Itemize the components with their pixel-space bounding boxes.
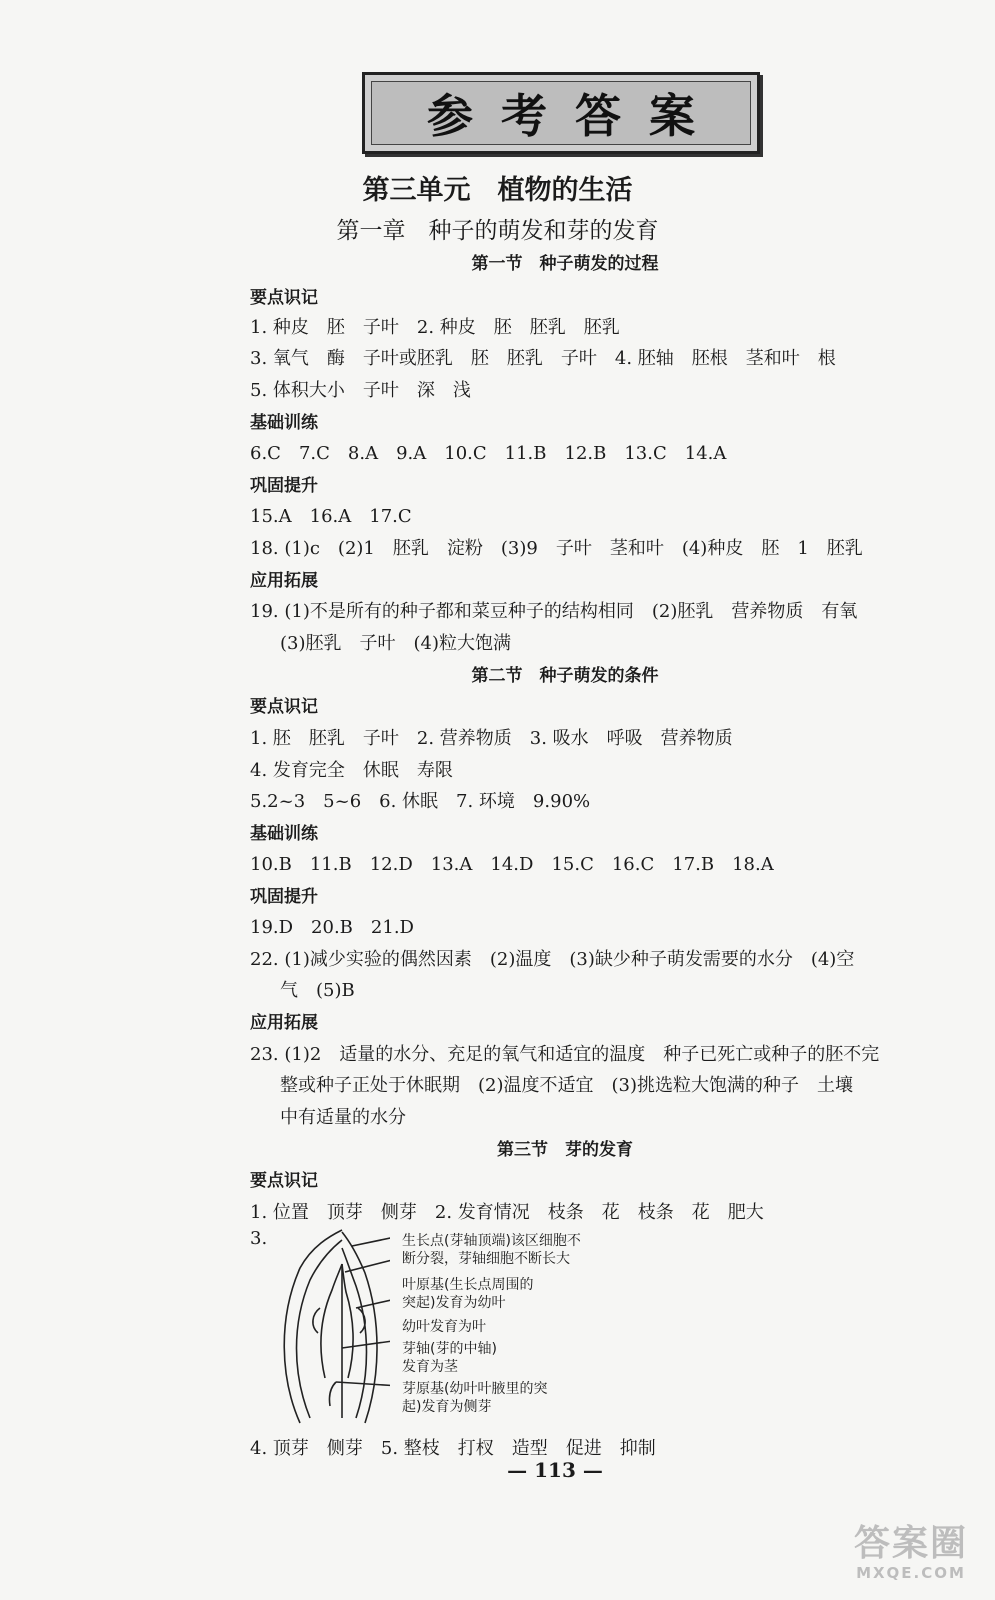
figure-number: 3. [250, 1228, 268, 1249]
page-number: — 113 — [507, 1458, 603, 1482]
banner-title: 参考答案 [427, 89, 723, 143]
unit-title: 第三单元 植物的生活 [362, 175, 633, 206]
section-title: 第一节 种子萌发的过程 [471, 254, 659, 274]
answer-line: 4. 顶芽 侧芽 5. 整枝 打杈 造型 促进 抑制 [250, 1438, 656, 1459]
answer-line: 1. 种皮 胚 子叶 2. 种皮 胚 胚乳 胚乳 [250, 317, 620, 338]
block-heading: 要点识记 [250, 697, 318, 717]
label-growing-point: 生长点(芽轴顶端)该区细胞不 断分裂，芽轴细胞不断长大 [402, 1233, 581, 1267]
block-heading: 应用拓展 [250, 1013, 318, 1033]
answer-line: 22. (1)减少实验的偶然因素 (2)温度 (3)缺少种子萌发需要的水分 (4)空 [250, 949, 855, 970]
answer-line: 中有适量的水分 [280, 1107, 406, 1128]
label-young-leaf: 幼叶发育为叶 [402, 1319, 486, 1335]
answer-line: 4. 发育完全 休眠 寿限 [250, 760, 453, 781]
answer-line: (3)胚乳 子叶 (4)粒大饱满 [280, 633, 511, 654]
answer-line: 整或种子正处于休眠期 (2)温度不适宜 (3)挑选粒大饱满的种子 土壤 [280, 1075, 853, 1096]
answer-line: 23. (1)2 适量的水分、充足的氧气和适宜的温度 种子已死亡或种子的胚不完 [250, 1044, 880, 1065]
block-heading: 基础训练 [250, 824, 318, 844]
section-title: 第二节 种子萌发的条件 [471, 666, 659, 686]
watermark-url: MXQE.COM [856, 1564, 966, 1582]
label-bud-axis: 芽轴(芽的中轴) 发育为茎 [402, 1341, 497, 1375]
answer-line: 19. (1)不是所有的种子都和菜豆种子的结构相同 (2)胚乳 营养物质 有氧 [250, 601, 858, 622]
section-title: 第三节 芽的发育 [497, 1140, 633, 1160]
answer-line: 6.C 7.C 8.A 9.A 10.C 11.B 12.B 13.C 14.A [250, 443, 727, 464]
label-bud-primordium: 芽原基(幼叶叶腋里的突 起)发育为侧芽 [402, 1381, 548, 1415]
answer-line: 19.D 20.B 21.D [250, 917, 414, 938]
block-heading: 基础训练 [250, 413, 318, 433]
block-heading: 应用拓展 [250, 571, 318, 591]
bud-diagram [270, 1228, 390, 1428]
block-heading: 巩固提升 [250, 887, 318, 907]
answer-line: 气 (5)B [280, 980, 355, 1001]
answer-banner [362, 72, 760, 154]
answer-line: 5. 体积大小 子叶 深 浅 [250, 380, 471, 401]
block-heading: 要点识记 [250, 1171, 318, 1191]
answer-line: 1. 胚 胚乳 子叶 2. 营养物质 3. 吸水 呼吸 营养物质 [250, 728, 733, 749]
block-heading: 要点识记 [250, 288, 318, 308]
answer-line: 3. 氧气 酶 子叶或胚乳 胚 胚乳 子叶 4. 胚轴 胚根 茎和叶 根 [250, 348, 836, 369]
bud-structure-figure [250, 1228, 630, 1428]
answer-line: 1. 位置 顶芽 侧芽 2. 发育情况 枝条 花 枝条 花 肥大 [250, 1202, 764, 1223]
answer-line: 5.2~3 5~6 6. 休眠 7. 环境 9.90% [250, 791, 591, 812]
watermark-logo [841, 1524, 981, 1582]
answer-line: 18. (1)c (2)1 胚乳 淀粉 (3)9 子叶 茎和叶 (4)种皮 胚 1 胚乳 [250, 538, 863, 559]
answer-line: 10.B 11.B 12.D 13.A 14.D 15.C 16.C 17.B 18.A [250, 854, 774, 875]
block-heading: 巩固提升 [250, 476, 318, 496]
label-leaf-primordium: 叶原基(生长点周围的 突起)发育为幼叶 [402, 1277, 534, 1311]
answer-line: 15.A 16.A 17.C [250, 506, 412, 527]
watermark-text: 答案圈 [853, 1523, 968, 1564]
chapter-title: 第一章 种子的萌发和芽的发育 [336, 218, 659, 244]
